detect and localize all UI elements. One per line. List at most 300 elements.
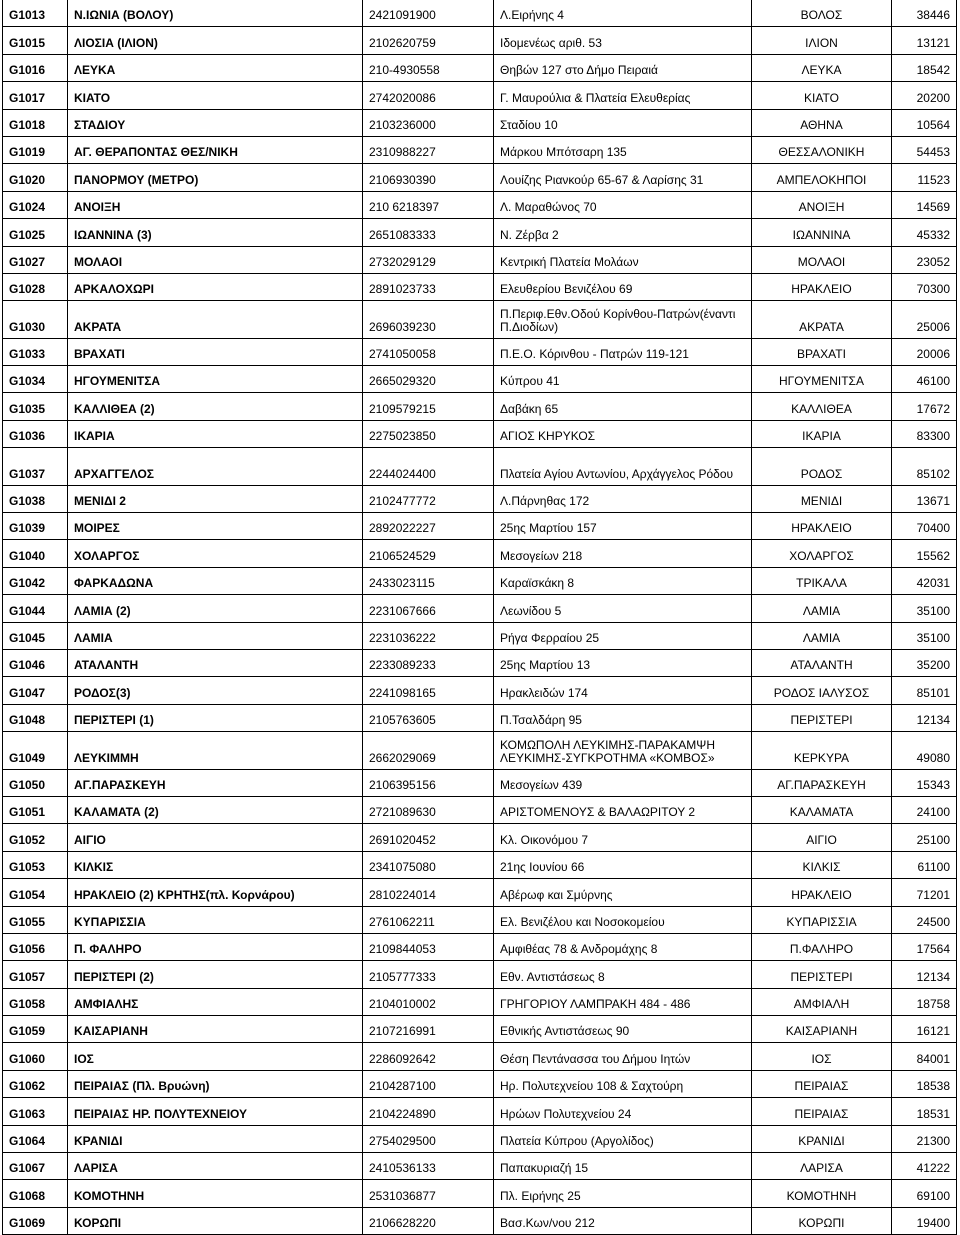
address-cell: Ν. Ζέρβα 2 (494, 219, 752, 246)
branch-code-cell: G1034 (3, 366, 68, 393)
branch-code-cell: G1033 (3, 338, 68, 365)
table-row (3, 485, 957, 512)
phone-cell: 2106628220 (363, 1207, 494, 1234)
phone-cell: 2231067666 (363, 595, 494, 622)
phone-cell: 2665029320 (363, 366, 494, 393)
branch-code-cell: G1017 (3, 82, 68, 109)
table-row (3, 824, 957, 851)
phone-cell: 2810224014 (363, 879, 494, 906)
branch-code-cell: G1013 (3, 0, 68, 27)
phone-cell: 2310988227 (363, 136, 494, 163)
phone-cell: 2433023115 (363, 567, 494, 594)
address-cell: Ρήγα Φερραίου 25 (494, 622, 752, 649)
branch-code-cell: G1019 (3, 136, 68, 163)
branch-code-cell: G1037 (3, 448, 68, 485)
branch-code-cell: G1048 (3, 704, 68, 731)
postal-code-cell: 46100 (892, 366, 957, 393)
branch-code-cell: G1051 (3, 796, 68, 823)
branch-code-cell: G1038 (3, 485, 68, 512)
city-cell: ΙΟΣ (752, 1043, 892, 1070)
address-cell: Λ.Ειρήνης 4 (494, 0, 752, 27)
city-cell: ΚΕΡΚΥΡΑ (752, 732, 892, 769)
phone-cell: 2761062211 (363, 906, 494, 933)
table-row (3, 988, 957, 1015)
table-row (3, 906, 957, 933)
phone-cell: 2286092642 (363, 1043, 494, 1070)
table-row (3, 0, 957, 27)
branch-code-cell: G1057 (3, 961, 68, 988)
address-cell: ΚΟΜΩΠΟΛΗ ΛΕΥΚΙΜΗΣ-ΠΑΡΑΚΑΜΨΗ ΛΕΥΚΙΜΗΣ-ΣΥΓΚΡΟΤΗΜΑ «ΚΟΜΒΟΣ» (494, 732, 752, 769)
branch-name-cell: ΚΟΜΟΤΗΝΗ (68, 1180, 363, 1207)
city-cell: ΑΤΑΛΑΝΤΗ (752, 649, 892, 676)
branch-name-cell: ΛΕΥΚΑ (68, 54, 363, 81)
postal-code-cell: 18758 (892, 988, 957, 1015)
branch-code-cell: G1045 (3, 622, 68, 649)
branch-code-cell: G1028 (3, 273, 68, 300)
branch-code-cell: G1058 (3, 988, 68, 1015)
phone-cell: 2244024400 (363, 448, 494, 485)
address-cell: Π.Ε.Ο. Κόρινθου - Πατρών 119-121 (494, 338, 752, 365)
branch-name-cell: ΑΤΑΛΑΝΤΗ (68, 649, 363, 676)
address-cell: Πλατεία Κύπρου (Αργολίδος) (494, 1125, 752, 1152)
table-row (3, 191, 957, 218)
branch-code-cell: G1049 (3, 732, 68, 769)
phone-cell: 2233089233 (363, 649, 494, 676)
branch-code-cell: G1015 (3, 27, 68, 54)
city-cell: ΤΡΙΚΑΛΑ (752, 567, 892, 594)
address-cell: Πλατεία Αγίου Αντωνίου, Αρχάγγελος Ρόδου (494, 448, 752, 485)
address-cell: Λ. Μαραθώνος 70 (494, 191, 752, 218)
branch-name-cell: Ν.ΙΩΝΙΑ (ΒΟΛΟΥ) (68, 0, 363, 27)
phone-cell: 2421091900 (363, 0, 494, 27)
postal-code-cell: 49080 (892, 732, 957, 769)
table-row (3, 136, 957, 163)
postal-code-cell: 24500 (892, 906, 957, 933)
postal-code-cell: 20006 (892, 338, 957, 365)
postal-code-cell: 25100 (892, 824, 957, 851)
city-cell: ΙΚΑΡΙΑ (752, 420, 892, 447)
phone-cell: 2109844053 (363, 933, 494, 960)
city-cell: ΛΑΡΙΣΑ (752, 1153, 892, 1180)
table-row (3, 393, 957, 420)
branch-code-cell: G1036 (3, 420, 68, 447)
postal-code-cell: 15562 (892, 540, 957, 567)
city-cell: ΧΟΛΑΡΓΟΣ (752, 540, 892, 567)
branch-code-cell: G1025 (3, 219, 68, 246)
postal-code-cell: 16121 (892, 1016, 957, 1043)
branch-name-cell: ΚΙΛΚΙΣ (68, 851, 363, 878)
branch-name-cell: ΒΡΑΧΑΤΙ (68, 338, 363, 365)
table-row (3, 1125, 957, 1152)
table-row (3, 567, 957, 594)
phone-cell: 2732029129 (363, 246, 494, 273)
table-row (3, 513, 957, 540)
city-cell: ΚΙΑΤΟ (752, 82, 892, 109)
phone-cell: 210-4930558 (363, 54, 494, 81)
branch-name-cell: ΜΟΙΡΕΣ (68, 513, 363, 540)
postal-code-cell: 18538 (892, 1070, 957, 1097)
phone-cell: 2106930390 (363, 164, 494, 191)
postal-code-cell: 20200 (892, 82, 957, 109)
phone-cell: 2410536133 (363, 1153, 494, 1180)
address-cell: Π.Περιφ.Εθν.Οδού Κορίνθου-Πατρών(έναντι Π.Διοδίων) (494, 301, 752, 338)
branch-code-cell: G1059 (3, 1016, 68, 1043)
address-cell: Ηρώων Πολυτεχνείου 24 (494, 1098, 752, 1125)
city-cell: ΚΑΛΛΙΘΕΑ (752, 393, 892, 420)
postal-code-cell: 14569 (892, 191, 957, 218)
city-cell: ΑΓ.ΠΑΡΑΣΚΕΥΗ (752, 769, 892, 796)
city-cell: ΗΡΑΚΛΕΙΟ (752, 879, 892, 906)
table-row (3, 622, 957, 649)
table-row (3, 420, 957, 447)
branch-name-cell: ΛΕΥΚΙΜΜΗ (68, 732, 363, 769)
table-row (3, 879, 957, 906)
branch-name-cell: ΠΕΡΙΣΤΕΡΙ (2) (68, 961, 363, 988)
postal-code-cell: 17672 (892, 393, 957, 420)
branch-code-cell: G1055 (3, 906, 68, 933)
branch-name-cell: ΑΓ.ΠΑΡΑΣΚΕΥΗ (68, 769, 363, 796)
city-cell: ΙΛΙΟΝ (752, 27, 892, 54)
postal-code-cell: 41222 (892, 1153, 957, 1180)
address-cell: Αβέρωφ και Σμύρνης (494, 879, 752, 906)
postal-code-cell: 70400 (892, 513, 957, 540)
postal-code-cell: 12134 (892, 961, 957, 988)
branch-table (2, 0, 957, 1235)
phone-cell: 2103236000 (363, 109, 494, 136)
table-row (3, 595, 957, 622)
address-cell: 21ης Ιουνίου 66 (494, 851, 752, 878)
table-row (3, 796, 957, 823)
table-row (3, 933, 957, 960)
address-cell: Μεσογείων 218 (494, 540, 752, 567)
table-row (3, 1043, 957, 1070)
branch-name-cell: ΙΟΣ (68, 1043, 363, 1070)
city-cell: ΚΡΑΝΙΔΙ (752, 1125, 892, 1152)
address-cell: Ελ. Βενιζέλου και Νοσοκομείου (494, 906, 752, 933)
postal-code-cell: 13121 (892, 27, 957, 54)
branch-name-cell: ΛΑΡΙΣΑ (68, 1153, 363, 1180)
branch-name-cell: ΛΑΜΙΑ (68, 622, 363, 649)
address-cell: 25ης Μαρτίου 157 (494, 513, 752, 540)
address-cell: Ηρ. Πολυτεχνείου 108 & Σαχτούρη (494, 1070, 752, 1097)
branch-name-cell: ΑΝΟΙΞΗ (68, 191, 363, 218)
postal-code-cell: 45332 (892, 219, 957, 246)
address-cell: Κλ. Οικονόμου 7 (494, 824, 752, 851)
phone-cell: 2106395156 (363, 769, 494, 796)
postal-code-cell: 54453 (892, 136, 957, 163)
phone-cell: 2106524529 (363, 540, 494, 567)
phone-cell: 2531036877 (363, 1180, 494, 1207)
branch-code-cell: G1018 (3, 109, 68, 136)
phone-cell: 2109579215 (363, 393, 494, 420)
table-row (3, 1207, 957, 1234)
phone-cell: 2104287100 (363, 1070, 494, 1097)
address-cell: Μεσογείων 439 (494, 769, 752, 796)
postal-code-cell: 18542 (892, 54, 957, 81)
branch-code-cell: G1054 (3, 879, 68, 906)
table-row (3, 109, 957, 136)
postal-code-cell: 25006 (892, 301, 957, 338)
phone-cell: 2102477772 (363, 485, 494, 512)
branch-code-cell: G1056 (3, 933, 68, 960)
postal-code-cell: 35200 (892, 649, 957, 676)
address-cell: Βασ.Κων/νου 212 (494, 1207, 752, 1234)
address-cell: Αμφιθέας 78 & Ανδρομάχης 8 (494, 933, 752, 960)
city-cell: ΡΟΔΟΣ ΙΑΛΥΣΟΣ (752, 677, 892, 704)
branch-code-cell: G1030 (3, 301, 68, 338)
branch-name-cell: ΚΡΑΝΙΔΙ (68, 1125, 363, 1152)
branch-code-cell: G1052 (3, 824, 68, 851)
city-cell: ΛΑΜΙΑ (752, 622, 892, 649)
phone-cell: 2102620759 (363, 27, 494, 54)
city-cell: ΑΝΟΙΞΗ (752, 191, 892, 218)
postal-code-cell: 61100 (892, 851, 957, 878)
branch-code-cell: G1020 (3, 164, 68, 191)
table-row (3, 1180, 957, 1207)
address-cell: Ηρακλειδών 174 (494, 677, 752, 704)
city-cell: ΜΟΛΑΟΙ (752, 246, 892, 273)
address-cell: Καραϊσκάκη 8 (494, 567, 752, 594)
branch-name-cell: ΑΙΓΙΟ (68, 824, 363, 851)
table-row (3, 164, 957, 191)
phone-cell: 2651083333 (363, 219, 494, 246)
branch-name-cell: ΠΑΝΟΡΜΟΥ (ΜΕΤΡΟ) (68, 164, 363, 191)
branch-name-cell: ΧΟΛΑΡΓΟΣ (68, 540, 363, 567)
city-cell: ΒΡΑΧΑΤΙ (752, 338, 892, 365)
branch-name-cell: ΑΡΧΑΓΓΕΛΟΣ (68, 448, 363, 485)
city-cell: ΚΙΛΚΙΣ (752, 851, 892, 878)
branch-name-cell: ΑΜΦΙΑΛΗΣ (68, 988, 363, 1015)
postal-code-cell: 12134 (892, 704, 957, 731)
branch-code-cell: G1040 (3, 540, 68, 567)
phone-cell: 2696039230 (363, 301, 494, 338)
branch-name-cell: ΙΩΑΝΝΙΝΑ (3) (68, 219, 363, 246)
postal-code-cell: 21300 (892, 1125, 957, 1152)
city-cell: ΙΩΑΝΝΙΝΑ (752, 219, 892, 246)
branch-name-cell: ΚΟΡΩΠΙ (68, 1207, 363, 1234)
postal-code-cell: 35100 (892, 595, 957, 622)
city-cell: ΠΕΡΙΣΤΕΡΙ (752, 704, 892, 731)
branch-name-cell: Π. ΦΑΛΗΡΟ (68, 933, 363, 960)
phone-cell: 2891023733 (363, 273, 494, 300)
table-row (3, 540, 957, 567)
branch-name-cell: ΛΑΜΙΑ (2) (68, 595, 363, 622)
branch-code-cell: G1027 (3, 246, 68, 273)
city-cell: ΗΡΑΚΛΕΙΟ (752, 273, 892, 300)
address-cell: Π.Τσαλδάρη 95 (494, 704, 752, 731)
postal-code-cell: 11523 (892, 164, 957, 191)
city-cell: ΚΟΜΟΤΗΝΗ (752, 1180, 892, 1207)
branch-table-body (3, 0, 957, 1235)
address-cell: 25ης Μαρτίου 13 (494, 649, 752, 676)
city-cell: ΑΙΓΙΟ (752, 824, 892, 851)
phone-cell: 2742020086 (363, 82, 494, 109)
branch-code-cell: G1047 (3, 677, 68, 704)
city-cell: ΚΑΙΣΑΡΙΑΝΗ (752, 1016, 892, 1043)
address-cell: Εθν. Αντιστάσεως 8 (494, 961, 752, 988)
table-row (3, 246, 957, 273)
branch-name-cell: ΚΑΛΑΜΑΤΑ (2) (68, 796, 363, 823)
branch-name-cell: ΦΑΡΚΑΔΩΝΑ (68, 567, 363, 594)
branch-code-cell: G1044 (3, 595, 68, 622)
branch-code-cell: G1069 (3, 1207, 68, 1234)
city-cell: Π.ΦΑΛΗΡΟ (752, 933, 892, 960)
postal-code-cell: 85101 (892, 677, 957, 704)
address-cell: Μάρκου Μπότσαρη 135 (494, 136, 752, 163)
city-cell: ΒΟΛΟΣ (752, 0, 892, 27)
city-cell: ΘΕΣΣΑΛΟΝΙΚΗ (752, 136, 892, 163)
branch-name-cell: ΚΑΙΣΑΡΙΑΝΗ (68, 1016, 363, 1043)
city-cell: ΑΜΠΕΛΟΚΗΠΟΙ (752, 164, 892, 191)
city-cell: ΑΘΗΝΑ (752, 109, 892, 136)
address-cell: Θηβών 127 στο Δήμο Πειραιά (494, 54, 752, 81)
city-cell: ΛΑΜΙΑ (752, 595, 892, 622)
postal-code-cell: 19400 (892, 1207, 957, 1234)
branch-name-cell: ΗΓΟΥΜΕΝΙΤΣΑ (68, 366, 363, 393)
branch-code-cell: G1067 (3, 1153, 68, 1180)
table-row (3, 649, 957, 676)
branch-name-cell: ΚΙΑΤΟ (68, 82, 363, 109)
branch-code-cell: G1053 (3, 851, 68, 878)
branch-name-cell: ΚΥΠΑΡΙΣΣΙΑ (68, 906, 363, 933)
address-cell: Παπακυριαζή 15 (494, 1153, 752, 1180)
address-cell: ΓΡΗΓΟΡΙΟΥ ΛΑΜΠΡΑΚΗ 484 - 486 (494, 988, 752, 1015)
postal-code-cell: 17564 (892, 933, 957, 960)
branch-code-cell: G1060 (3, 1043, 68, 1070)
address-cell: Εθνικής Αντιστάσεως 90 (494, 1016, 752, 1043)
branch-code-cell: G1035 (3, 393, 68, 420)
branch-name-cell: ΛΙΟΣΙΑ (ΙΛΙΟΝ) (68, 27, 363, 54)
city-cell: ΛΕΥΚΑ (752, 54, 892, 81)
branch-code-cell: G1063 (3, 1098, 68, 1125)
table-row (3, 1098, 957, 1125)
table-row (3, 54, 957, 81)
table-row (3, 1153, 957, 1180)
address-cell: Ιδομενέως αριθ. 53 (494, 27, 752, 54)
address-cell: Θέση Πεντάνασσα του Δήμου Ιητών (494, 1043, 752, 1070)
branch-name-cell: ΑΡΚΑΛΟΧΩΡΙ (68, 273, 363, 300)
table-row (3, 769, 957, 796)
table-row (3, 338, 957, 365)
city-cell: ΚΑΛΑΜΑΤΑ (752, 796, 892, 823)
table-row (3, 273, 957, 300)
phone-cell: 210 6218397 (363, 191, 494, 218)
phone-cell: 2741050058 (363, 338, 494, 365)
address-cell: Γ. Μαυρούλια & Πλατεία Ελευθερίας (494, 82, 752, 109)
branch-code-cell: G1050 (3, 769, 68, 796)
phone-cell: 2275023850 (363, 420, 494, 447)
phone-cell: 2107216991 (363, 1016, 494, 1043)
branch-name-cell: ΑΓ. ΘΕΡΑΠΟΝΤΑΣ ΘΕΣ/ΝΙΚΗ (68, 136, 363, 163)
postal-code-cell: 69100 (892, 1180, 957, 1207)
postal-code-cell: 15343 (892, 769, 957, 796)
address-cell: Πλ. Ειρήνης 25 (494, 1180, 752, 1207)
phone-cell: 2691020452 (363, 824, 494, 851)
branch-code-cell: G1046 (3, 649, 68, 676)
phone-cell: 2104224890 (363, 1098, 494, 1125)
table-row (3, 366, 957, 393)
branch-name-cell: ΡΟΔΟΣ(3) (68, 677, 363, 704)
branch-name-cell: ΑΚΡΑΤΑ (68, 301, 363, 338)
branch-name-cell: ΙΚΑΡΙΑ (68, 420, 363, 447)
table-row (3, 82, 957, 109)
address-cell: Σταδίου 10 (494, 109, 752, 136)
table-row (3, 448, 957, 485)
address-cell: Λουίζης Ριανκούρ 65-67 & Λαρίσης 31 (494, 164, 752, 191)
phone-cell: 2341075080 (363, 851, 494, 878)
address-cell: Ελευθερίου Βενιζέλου 69 (494, 273, 752, 300)
phone-cell: 2892022227 (363, 513, 494, 540)
city-cell: ΑΚΡΑΤΑ (752, 301, 892, 338)
postal-code-cell: 38446 (892, 0, 957, 27)
city-cell: ΚΟΡΩΠΙ (752, 1207, 892, 1234)
postal-code-cell: 84001 (892, 1043, 957, 1070)
city-cell: ΚΥΠΑΡΙΣΣΙΑ (752, 906, 892, 933)
city-cell: ΑΜΦΙΑΛΗ (752, 988, 892, 1015)
branch-name-cell: ΜΕΝΙΔΙ 2 (68, 485, 363, 512)
branch-code-cell: G1062 (3, 1070, 68, 1097)
branch-name-cell: ΗΡΑΚΛΕΙΟ (2) ΚΡΗΤΗΣ(πλ. Κορνάρου) (68, 879, 363, 906)
address-cell: Κύπρου 41 (494, 366, 752, 393)
table-row (3, 851, 957, 878)
branch-code-cell: G1039 (3, 513, 68, 540)
address-cell: Λεωνίδου 5 (494, 595, 752, 622)
branch-name-cell: ΜΟΛΑΟΙ (68, 246, 363, 273)
table-row (3, 301, 957, 338)
table-row (3, 1070, 957, 1097)
address-cell: Λ.Πάρνηθας 172 (494, 485, 752, 512)
city-cell: ΡΟΔΟΣ (752, 448, 892, 485)
city-cell: ΠΕΡΙΣΤΕΡΙ (752, 961, 892, 988)
branch-code-cell: G1042 (3, 567, 68, 594)
postal-code-cell: 10564 (892, 109, 957, 136)
phone-cell: 2241098165 (363, 677, 494, 704)
table-row (3, 961, 957, 988)
phone-cell: 2231036222 (363, 622, 494, 649)
postal-code-cell: 42031 (892, 567, 957, 594)
address-cell: ΑΡΙΣΤΟΜΕΝΟΥΣ & ΒΑΛΑΩΡΙΤΟΥ 2 (494, 796, 752, 823)
table-row (3, 1016, 957, 1043)
branch-code-cell: G1024 (3, 191, 68, 218)
phone-cell: 2754029500 (363, 1125, 494, 1152)
branch-code-cell: G1064 (3, 1125, 68, 1152)
city-cell: ΜΕΝΙΔΙ (752, 485, 892, 512)
postal-code-cell: 24100 (892, 796, 957, 823)
table-row (3, 27, 957, 54)
phone-cell: 2105777333 (363, 961, 494, 988)
table-row (3, 219, 957, 246)
city-cell: ΗΡΑΚΛΕΙΟ (752, 513, 892, 540)
phone-cell: 2662029069 (363, 732, 494, 769)
branch-code-cell: G1016 (3, 54, 68, 81)
postal-code-cell: 18531 (892, 1098, 957, 1125)
phone-cell: 2105763605 (363, 704, 494, 731)
branch-name-cell: ΣΤΑΔΙΟΥ (68, 109, 363, 136)
postal-code-cell: 35100 (892, 622, 957, 649)
branch-name-cell: ΠΕΙΡΑΙΑΣ (Πλ. Βρυώνη) (68, 1070, 363, 1097)
postal-code-cell: 13671 (892, 485, 957, 512)
phone-cell: 2721089630 (363, 796, 494, 823)
postal-code-cell: 23052 (892, 246, 957, 273)
table-row (3, 704, 957, 731)
branch-name-cell: ΚΑΛΛΙΘΕΑ (2) (68, 393, 363, 420)
branch-name-cell: ΠΕΡΙΣΤΕΡΙ (1) (68, 704, 363, 731)
address-cell: ΑΓΙΟΣ ΚΗΡΥΚΟΣ (494, 420, 752, 447)
postal-code-cell: 85102 (892, 448, 957, 485)
postal-code-cell: 83300 (892, 420, 957, 447)
branch-name-cell: ΠΕΙΡΑΙΑΣ ΗΡ. ΠΟΛΥΤΕΧΝΕΙΟΥ (68, 1098, 363, 1125)
phone-cell: 2104010002 (363, 988, 494, 1015)
